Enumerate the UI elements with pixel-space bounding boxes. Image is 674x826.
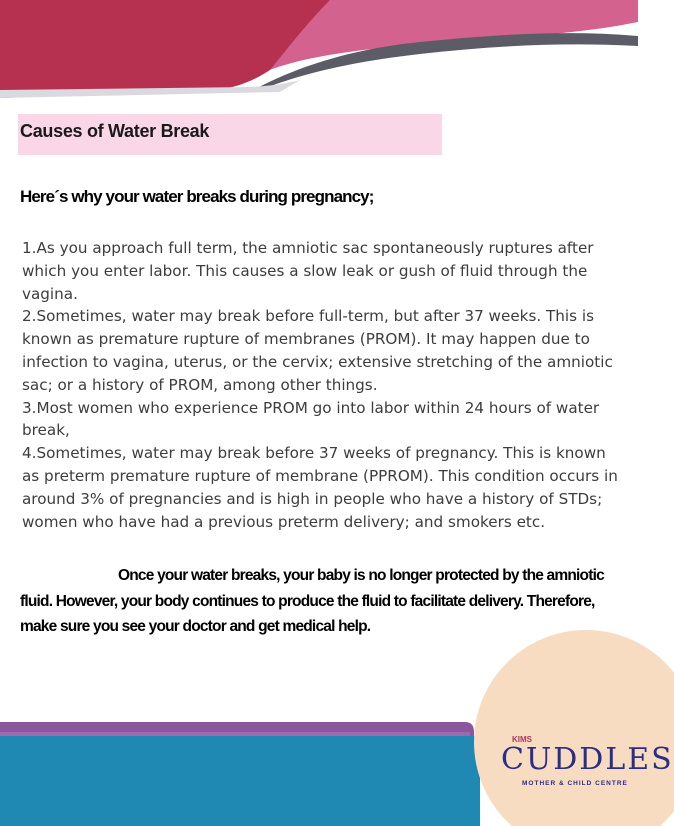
page-title: Causes of Water Break	[20, 121, 210, 141]
logo-small-text: KIMS	[512, 735, 532, 744]
logo-tagline: MOTHER & CHILD CENTRE	[522, 780, 628, 787]
causes-list	[22, 237, 622, 533]
cause-item: 4.Sometimes, water may break before 37 weeks of pregnancy. This is known as preterm premature rupture of membrane (PPROM). This condition occurs in around 3% of pregnancies and is high in people who have a history of STDs; women who have had a previous preterm delivery; and smokers etc.	[22, 444, 618, 531]
header-decoration	[0, 0, 638, 100]
section-subtitle: Here´s why your water breaks during pregnancy;	[20, 187, 374, 206]
cause-item: 1.As you approach full term, the amniotic sac spontaneously ruptures after which you enter labor. This causes a slow leak or gush of fluid through the vagina.	[22, 239, 594, 303]
closing-text: Once your water breaks, your baby is no longer protected by the amniotic fluid. However, your body continues to produce the fluid to facilitate delivery. Therefore, make sure you see your doctor and get medical help.	[20, 567, 604, 635]
closing-paragraph	[20, 563, 620, 640]
brand-logo	[500, 730, 674, 810]
logo-brand-text: CUDDLES	[501, 742, 674, 777]
cause-item: 3.Most women who experience PROM go into labor within 24 hours of water break,	[22, 398, 600, 440]
cause-item: 2.Sometimes, water may break before full-term, but after 37 weeks. This is known as premature rupture of membranes (PROM). It may happen due to infection to vagina, uterus, or the cervix; extensive stretching of the amniotic sac; or a history of PROM, among other things.	[22, 307, 613, 394]
